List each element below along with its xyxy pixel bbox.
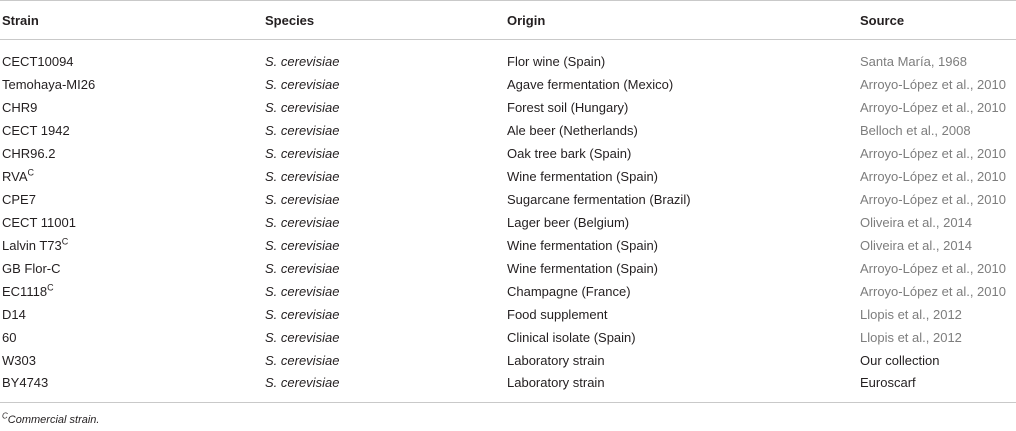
cell-strain: [0, 142, 263, 165]
cell-species: S. cerevisiae: [265, 53, 340, 69]
footnote-marker: C: [2, 411, 8, 421]
cell-origin: Wine fermentation (Spain): [507, 168, 659, 184]
strain-name: CECT 11001: [2, 214, 76, 230]
cell-strain: [0, 119, 263, 142]
cell-strain: [0, 211, 263, 234]
cell-origin: Lager beer (Belgium): [507, 214, 630, 230]
cell-source[interactable]: Llopis et al., 2012: [860, 306, 962, 322]
cell-origin: Champagne (France): [507, 283, 631, 299]
strain-name: W303: [2, 352, 36, 368]
strain-name: CHR96.2: [2, 145, 56, 161]
table-row: [0, 142, 1016, 165]
cell-source[interactable]: Llopis et al., 2012: [860, 329, 962, 345]
cell-strain: [0, 165, 263, 188]
cell-strain: [0, 188, 263, 211]
cell-origin: Food supplement: [507, 306, 608, 322]
table-row: [0, 303, 1016, 326]
table-header-row: [0, 1, 1016, 40]
strain-name: CECT10094: [2, 53, 74, 69]
cell-source: Our collection: [860, 352, 940, 368]
header-origin: Origin: [505, 1, 858, 40]
strain-name: BY4743: [2, 375, 49, 391]
cell-species: S. cerevisiae: [265, 145, 340, 161]
cell-strain: [0, 303, 263, 326]
cell-origin: Wine fermentation (Spain): [507, 237, 659, 253]
cell-species: S. cerevisiae: [265, 306, 340, 322]
cell-origin: Agave fermentation (Mexico): [507, 76, 674, 92]
cell-species: S. cerevisiae: [265, 76, 340, 92]
cell-species: S. cerevisiae: [265, 122, 340, 138]
cell-origin: Wine fermentation (Spain): [507, 260, 659, 276]
commercial-marker: C: [61, 236, 69, 247]
cell-origin: Laboratory strain: [507, 352, 605, 368]
cell-origin: Forest soil (Hungary): [507, 99, 629, 115]
cell-origin: Sugarcane fermentation (Brazil): [507, 191, 691, 207]
cell-strain: [0, 257, 263, 280]
cell-source[interactable]: Arroyo-López et al., 2010: [860, 191, 1006, 207]
table-row: [0, 372, 1016, 403]
strain-name: EC1118: [2, 283, 48, 299]
cell-source[interactable]: Arroyo-López et al., 2010: [860, 99, 1006, 115]
footnote-text: Commercial strain.: [7, 414, 100, 426]
cell-origin: Laboratory strain: [505, 372, 858, 403]
table-row: [0, 96, 1016, 119]
cell-strain: [0, 234, 263, 257]
cell-source[interactable]: Santa María, 1968: [860, 53, 967, 69]
table-row: [0, 119, 1016, 142]
cell-strain: [0, 73, 263, 96]
cell-source[interactable]: Belloch et al., 2008: [860, 122, 971, 138]
cell-source[interactable]: Arroyo-López et al., 2010: [860, 260, 1006, 276]
strain-name: CPE7: [2, 191, 36, 207]
cell-species: S. cerevisiae: [265, 191, 340, 207]
cell-source: Euroscarf: [858, 372, 1016, 403]
cell-strain: [0, 326, 263, 349]
cell-strain: [0, 349, 263, 372]
cell-origin: Flor wine (Spain): [507, 53, 606, 69]
table-row: [0, 188, 1016, 211]
strain-name: Lalvin T73: [2, 237, 62, 253]
commercial-marker: C: [27, 167, 35, 178]
cell-source[interactable]: Oliveira et al., 2014: [860, 237, 973, 253]
header-species: Species: [263, 1, 505, 40]
cell-species: S. cerevisiae: [265, 283, 340, 299]
table-body: [0, 40, 1016, 403]
footnote: [2, 411, 100, 426]
cell-strain: [0, 40, 263, 73]
table-row: [0, 40, 1016, 73]
cell-source[interactable]: Arroyo-López et al., 2010: [860, 168, 1006, 184]
table-row: [0, 165, 1016, 188]
table-row: [0, 211, 1016, 234]
table-row: [0, 234, 1016, 257]
commercial-marker: C: [47, 282, 54, 293]
table-row: [0, 280, 1016, 303]
strain-name: CHR9: [2, 99, 38, 115]
cell-species: S. cerevisiae: [265, 260, 340, 276]
cell-strain: [0, 280, 263, 303]
cell-strain: [0, 372, 263, 403]
table-row: [0, 257, 1016, 280]
strain-name: Temohaya-MI26: [2, 76, 96, 92]
cell-source[interactable]: Arroyo-López et al., 2010: [860, 145, 1006, 161]
cell-species: S. cerevisiae: [265, 214, 340, 230]
cell-source[interactable]: Arroyo-López et al., 2010: [860, 283, 1006, 299]
table-row: [0, 73, 1016, 96]
cell-source[interactable]: Arroyo-López et al., 2010: [860, 76, 1006, 92]
header-source: Source: [858, 1, 1016, 40]
cell-species: S. cerevisiae: [265, 329, 340, 345]
strain-name: RVA: [2, 168, 28, 184]
cell-origin: Oak tree bark (Spain): [507, 145, 632, 161]
cell-species: S. cerevisiae: [263, 372, 505, 403]
cell-strain: [0, 96, 263, 119]
cell-species: S. cerevisiae: [265, 99, 340, 115]
strain-name: D14: [2, 306, 26, 322]
strain-name: CECT 1942: [2, 122, 70, 138]
cell-species: S. cerevisiae: [265, 352, 340, 368]
cell-species: S. cerevisiae: [265, 237, 340, 253]
table-row: [0, 326, 1016, 349]
cell-origin: Clinical isolate (Spain): [507, 329, 636, 345]
strain-name: GB Flor-C: [2, 260, 61, 276]
strain-name: 60: [2, 329, 17, 345]
table-row: [0, 349, 1016, 372]
cell-species: S. cerevisiae: [265, 168, 340, 184]
header-strain: Strain: [0, 1, 263, 40]
cell-origin: Ale beer (Netherlands): [507, 122, 638, 138]
cell-source[interactable]: Oliveira et al., 2014: [860, 214, 973, 230]
